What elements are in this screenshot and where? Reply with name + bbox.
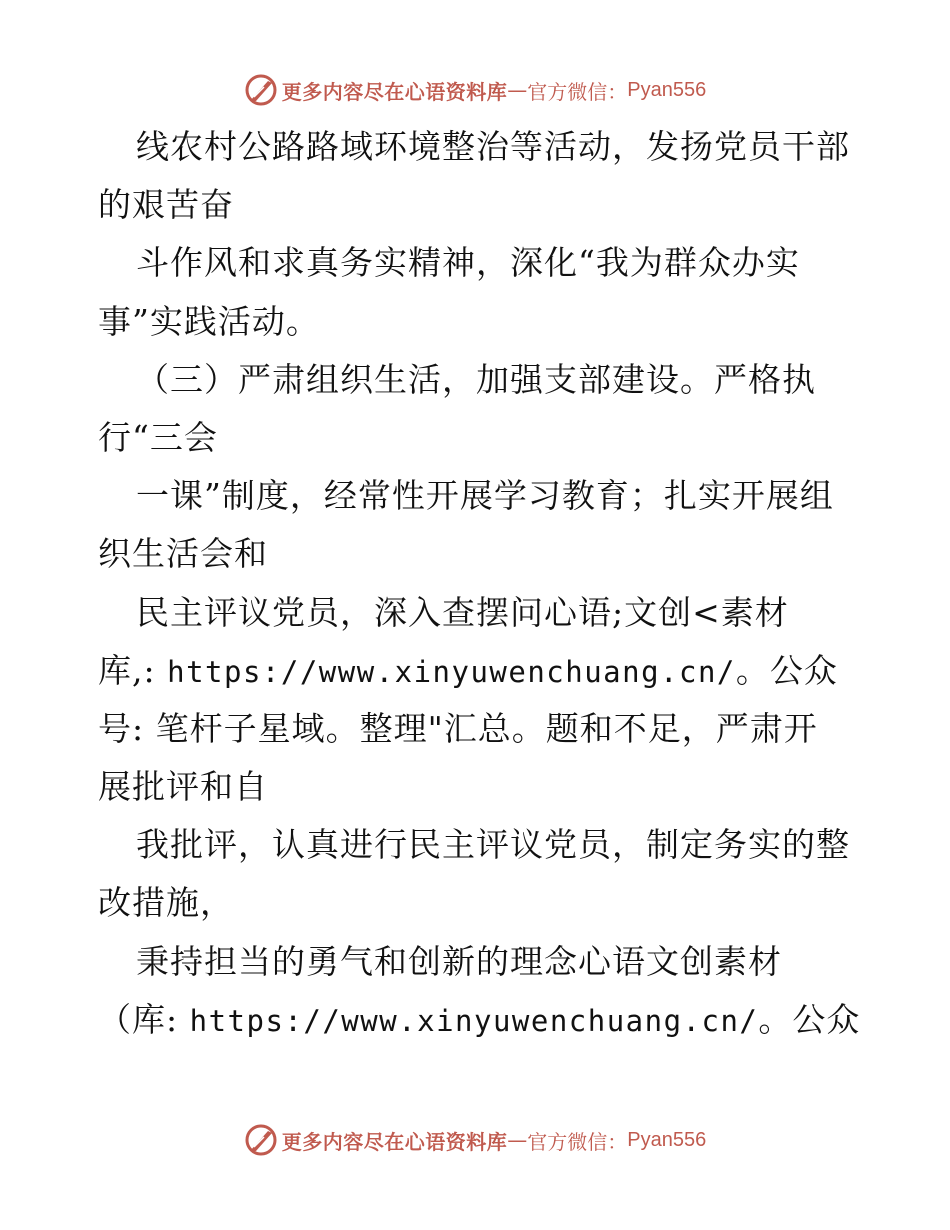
banner-title: 更多内容尽在心语资料库 <box>281 79 508 104</box>
text-line <box>98 758 858 816</box>
text-segment: 线农村公路路域环境整治等活动，发扬党员干部 <box>136 127 850 166</box>
document-body <box>98 118 861 1049</box>
text-segment: 行“三会 <box>98 417 218 457</box>
text-line <box>98 700 858 758</box>
banner-dash: — <box>507 1128 528 1152</box>
text-segment: 一课”制度，经常性开展学习教育；扎实开展组 <box>136 476 834 516</box>
text-line <box>98 176 858 234</box>
text-segment: 织生活会和 <box>98 534 268 574</box>
quill-logo-icon <box>244 73 278 107</box>
url-text: https://www.xinyuwenchuang.cn/ <box>167 654 736 689</box>
text-line <box>98 991 861 1049</box>
text-line <box>98 642 858 700</box>
url-text: https://www.xinyuwenchuang.cn/ <box>189 1003 759 1038</box>
banner-title: 更多内容尽在心语资料库 <box>281 1129 508 1154</box>
text-line <box>98 525 858 583</box>
text-segment: 斗作风和求真务实精神，深化“我为群众办实 <box>136 243 800 283</box>
text-segment: 秉持担当的勇气和创新的理念心语文创素材 <box>136 941 782 981</box>
text-segment: 号: 笔杆子星域。整理"汇总。题和不足，严肃开 <box>98 708 818 748</box>
text-line <box>98 584 858 642</box>
header-banner <box>0 70 950 110</box>
text-line <box>98 234 858 292</box>
text-line <box>98 933 858 991</box>
banner-wechat-id: Pyan556 <box>627 78 707 101</box>
text-segment: 。公众 <box>758 999 861 1039</box>
banner-wechat-label: 官方微信： <box>527 79 628 104</box>
text-segment: 改措施， <box>98 883 234 923</box>
text-line <box>98 118 858 176</box>
banner-wechat-label: 官方微信： <box>527 1129 628 1154</box>
text-segment: 。公众 <box>735 650 838 690</box>
text-segment: 展批评和自 <box>98 767 268 807</box>
text-line <box>98 874 858 932</box>
text-line <box>98 467 858 525</box>
text-segment: （三）严肃组织生活，加强支部建设。严格执 <box>136 359 816 399</box>
text-segment: 库,: <box>98 650 168 690</box>
text-segment: 民主评议党员，深入查摆问心语;文创<素材 <box>136 592 789 632</box>
text-line <box>98 816 858 874</box>
text-line <box>98 293 858 351</box>
text-segment: 事”实践活动。 <box>98 301 320 341</box>
text-line <box>98 351 858 409</box>
banner-dash: — <box>507 78 528 102</box>
text-segment: （库: <box>98 999 190 1039</box>
quill-logo-icon <box>244 1123 278 1157</box>
footer-banner <box>0 1120 950 1160</box>
banner-wechat-id: Pyan556 <box>627 1128 707 1151</box>
text-segment: 我批评，认真进行民主评议党员，制定务实的整 <box>136 825 850 865</box>
text-line <box>98 409 858 467</box>
text-segment: 的艰苦奋 <box>98 185 234 225</box>
